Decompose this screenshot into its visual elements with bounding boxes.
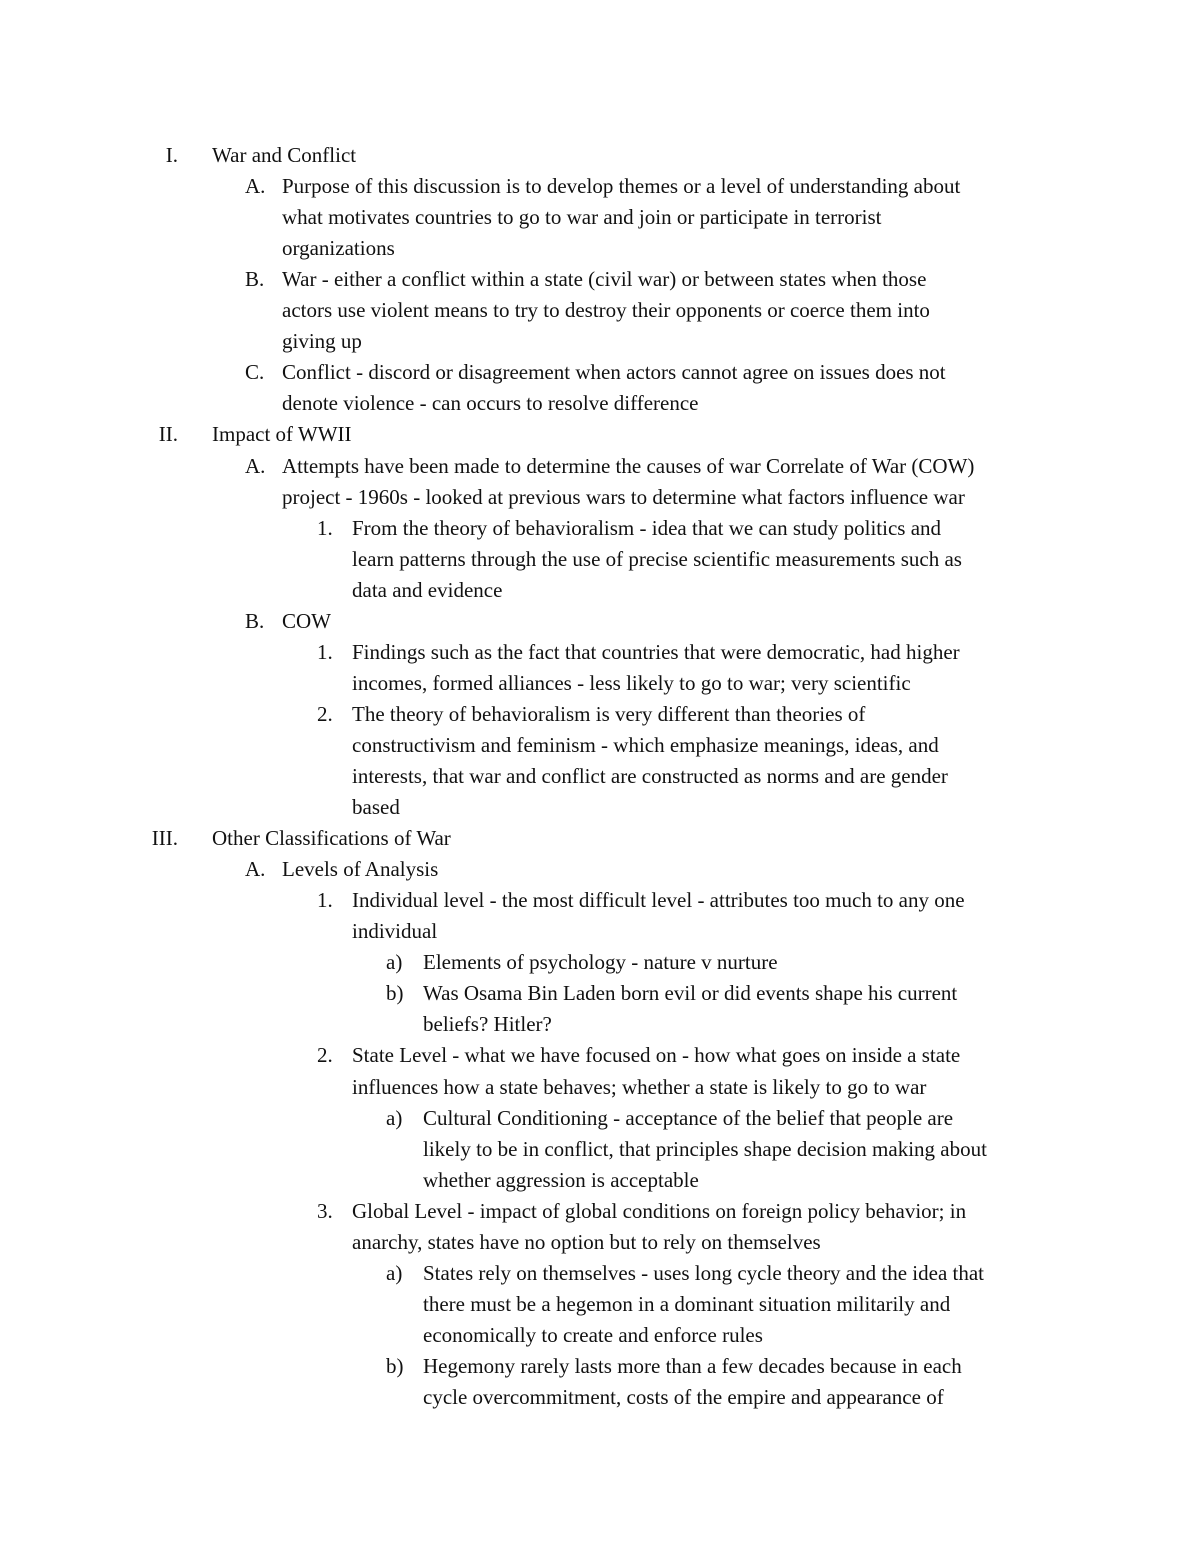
outline-text: based [352, 795, 400, 820]
outline-text: whether aggression is acceptable [423, 1167, 699, 1192]
outline-text: denote violence - can occurs to resolve difference [282, 391, 699, 416]
outline-text: Cultural Conditioning - acceptance of the belief that people are [423, 1105, 954, 1130]
outline-text: The theory of behavioralism is very different than theories of [352, 701, 866, 726]
outline-marker: III. [151, 826, 178, 851]
outline-marker: a) [386, 1105, 403, 1130]
outline-text: likely to be in conflict, that principles shape decision making about [423, 1136, 987, 1161]
outline-text: individual [352, 919, 438, 944]
outline-marker: b) [386, 981, 404, 1006]
outline-text: cycle overcommitment, costs of the empire and appearance of [423, 1385, 944, 1409]
outline-marker: B. [245, 267, 265, 292]
outline-marker: a) [386, 1260, 403, 1285]
outline-text: what motivates countries to go to war and join or participate in terrorist [282, 205, 882, 230]
outline-text: constructivism and feminism - which emphasize meanings, ideas, and [352, 732, 939, 757]
outline-text: influences how a state behaves; whether a state is likely to go to war [352, 1074, 927, 1099]
outline-text: War - either a conflict within a state (civil war) or between states when those [282, 267, 927, 292]
outline-marker: I. [165, 143, 178, 167]
outline-text: Other Classifications of War [212, 826, 451, 851]
outline-text: interests, that war and conflict are constructed as norms and are gender [352, 764, 948, 788]
outline-text: Global Level - impact of global conditions on foreign policy behavior; in [352, 1198, 967, 1223]
outline-marker: a) [386, 950, 403, 975]
outline-text: Findings such as the fact that countries that were democratic, had higher [352, 639, 960, 664]
outline-text: organizations [282, 236, 395, 261]
outline-text: COW [282, 608, 331, 633]
outline-text: Purpose of this discussion is to develop themes or a level of understanding about [282, 174, 961, 199]
outline-text: Attempts have been made to determine the causes of war Correlate of War (COW) [282, 453, 975, 478]
outline-text: State Level - what we have focused on - how what goes on inside a state [352, 1043, 961, 1068]
outline-text: giving up [282, 329, 362, 354]
outline-text: Individual level - the most difficult level - attributes too much to any one [352, 888, 965, 913]
outline-marker: 2. [317, 701, 333, 726]
outline-text: Impact of WWII [212, 422, 352, 447]
outline-text: project - 1960s - looked at previous wars to determine what factors influence war [282, 484, 965, 509]
outline-text: data and evidence [352, 577, 503, 602]
outline-marker: A. [245, 174, 266, 199]
outline-marker: 1. [317, 639, 333, 664]
outline-text: From the theory of behavioralism - idea that we can study politics and [352, 515, 942, 540]
outline-marker: 3. [317, 1198, 333, 1223]
outline-marker: b) [386, 1353, 404, 1378]
outline-text: Was Osama Bin Laden born evil or did events shape his current [423, 981, 958, 1006]
outline-text: economically to create and enforce rules [423, 1322, 763, 1347]
outline-marker: 1. [317, 888, 333, 913]
outline-text: War and Conflict [212, 143, 357, 167]
outline-text: incomes, formed alliances - less likely to go to war; very scientific [352, 670, 911, 695]
outline-text: learn patterns through the use of precise scientific measurements such as [352, 546, 962, 571]
outline-text: Elements of psychology - nature v nurture [423, 950, 778, 975]
outline-text: actors use violent means to try to destroy their opponents or coerce them into [282, 298, 930, 323]
outline-marker: A. [245, 453, 266, 478]
outline-marker: B. [245, 608, 265, 633]
outline-marker: C. [245, 360, 265, 385]
outline-text: beliefs? Hitler? [423, 1012, 552, 1037]
outline-text: there must be a hegemon in a dominant situation militarily and [423, 1291, 951, 1316]
outline-marker: 2. [317, 1043, 333, 1068]
outline-text: Levels of Analysis [282, 857, 439, 882]
outline-text: anarchy, states have no option but to rely on themselves [352, 1229, 821, 1254]
outline-marker: II. [158, 422, 178, 447]
outline-marker: 1. [317, 515, 333, 540]
outline-marker: A. [245, 857, 266, 882]
outline-text: Conflict - discord or disagreement when actors cannot agree on issues does not [282, 360, 946, 385]
outline-text: States rely on themselves - uses long cycle theory and the idea that [423, 1260, 985, 1285]
outline-text: Hegemony rarely lasts more than a few decades because in each [423, 1353, 962, 1378]
